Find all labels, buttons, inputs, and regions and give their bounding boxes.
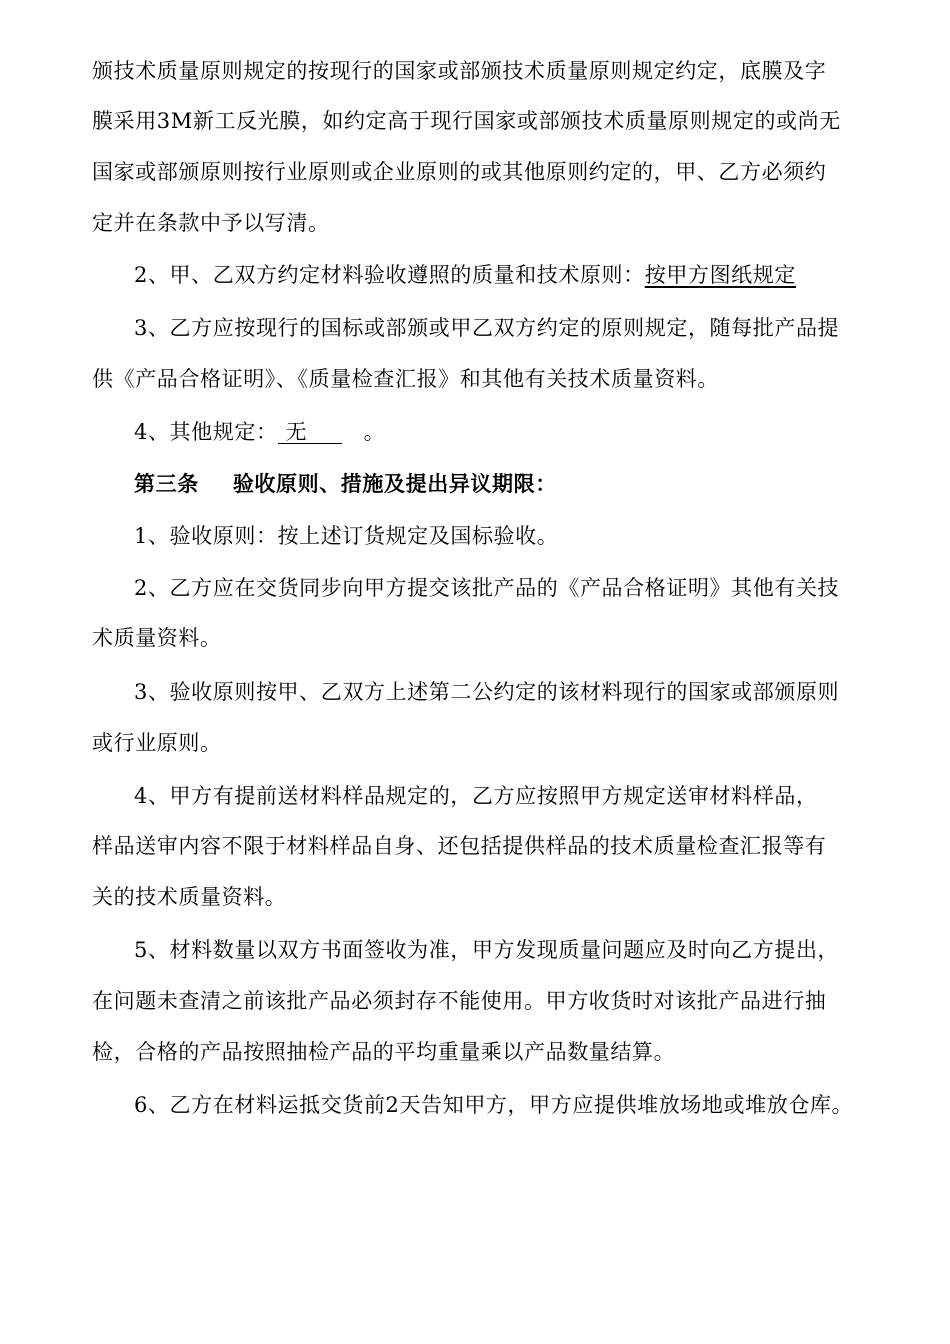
paragraph-line: 定并在条款中予以写清。 (92, 211, 330, 235)
article-3-number: 第三条 (134, 471, 199, 496)
sub-clause-4-line: 4、甲方有提前送材料样品规定的，乙方应按照甲方规定送审材料样品， (134, 784, 818, 808)
sub-clause-5-line: 5、材料数量以双方书面签收为准，甲方发现质量问题应及时向乙方提出， (134, 938, 840, 962)
sub-clause-5-line: 在问题未查清之前该批产品必须封存不能使用。甲方收货时对该批产品进行抽 (92, 989, 827, 1013)
sub-clause-4-line: 关的技术质量资料。 (92, 885, 287, 909)
article-3-heading (134, 471, 557, 497)
clause-2-text: 2、甲、乙双方约定材料验收遵照的质量和技术原则： (134, 263, 645, 287)
article-3-title: 验收原则、措施及提出异议期限： (232, 471, 557, 496)
sub-clause-2-line: 2、乙方应在交货同步向甲方提交该批产品的《产品合格证明》其他有关技 (134, 576, 840, 600)
sub-clause-4-line: 样品送审内容不限于材料样品自身、还包括提供样品的技术质量检查汇报等有 (92, 834, 827, 858)
clause-4-blank-value: 无 (278, 421, 342, 444)
clause-4 (134, 419, 385, 445)
clause-2 (134, 262, 796, 288)
paragraph-line: 国家或部颁原则按行业原则或企业原则的或其他原则约定的，甲、乙方必须约 (92, 160, 827, 184)
clause-4-suffix: 。 (363, 420, 386, 444)
sub-clause-2-line: 术质量资料。 (92, 626, 222, 650)
sub-clause-1: 1、验收原则：按上述订货规定及国标验收。 (134, 524, 559, 548)
clause-4-text: 4、其他规定： (134, 420, 278, 444)
paragraph-line: 颁技术质量原则规定的按现行的国家或部颁技术质量原则规定约定，底膜及字 (92, 59, 827, 83)
sub-clause-3-line: 或行业原则。 (92, 731, 222, 755)
sub-clause-5-line: 检，合格的产品按照抽检产品的平均重量乘以产品数量结算。 (92, 1040, 676, 1064)
paragraph-line: 膜采用3M新工反光膜，如约定高于现行国家或部颁技术质量原则规定的或尚无 (92, 109, 841, 133)
sub-clause-3-line: 3、验收原则按甲、乙双方上述第二公约定的该材料现行的国家或部颁原则 (134, 680, 840, 704)
sub-clause-6: 6、乙方在材料运抵交货前2天告知甲方，甲方应提供堆放场地或堆放仓库。 (134, 1093, 854, 1117)
clause-2-underlined-value: 按甲方图纸规定 (644, 263, 796, 287)
clause-3-line: 供《产品合格证明》、《质量检查汇报》和其他有关技术质量资料。 (92, 367, 719, 391)
clause-3-line: 3、乙方应按现行的国标或部颁或甲乙双方约定的原则规定，随每批产品提 (134, 316, 840, 340)
